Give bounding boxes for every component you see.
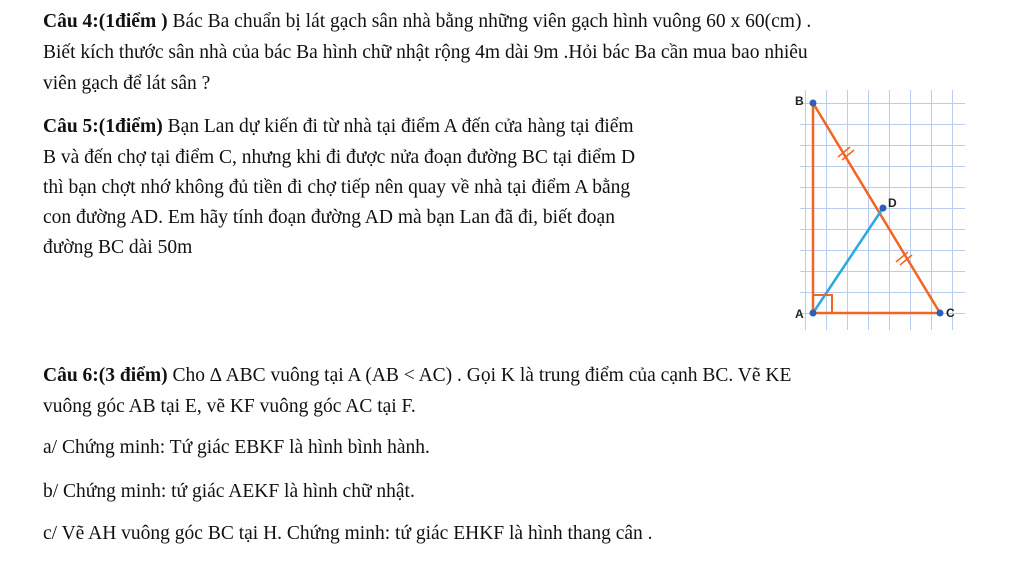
point-c — [937, 310, 944, 317]
label-c: C — [946, 306, 955, 320]
q4-line-2: Biết kích thước sân nhà của bác Ba hình chữ nhật rộng 4m dài 9m .Hỏi bác Ba cần mua bao nhiêu — [43, 42, 808, 63]
q5-line-1 — [43, 115, 634, 139]
q4-line-3: viên gạch để lát sân ? — [43, 73, 211, 94]
q6-text-1: Cho ∆ ABC vuông tại A (AB < AC) . Gọi K là trung điểm của cạnh BC. Vẽ KE — [167, 365, 792, 386]
q5-line-3: thì bạn chợt nhớ không đủ tiền đi chợ tiếp nên quay về nhà tại điểm A bằng — [43, 177, 631, 198]
q6-part-a: a/ Chứng minh: Tứ giác EBKF là hình bình hành. — [43, 437, 430, 458]
q5-heading: Câu 5:(1điểm) — [43, 116, 163, 137]
q6-heading: Câu 6:(3 điểm) — [43, 365, 168, 386]
q5-text-1: Bạn Lan dự kiến đi từ nhà tại điểm A đến cửa hàng tại điểm — [162, 116, 634, 137]
triangle-figure — [780, 85, 970, 335]
point-a — [810, 310, 817, 317]
label-b: B — [795, 94, 804, 108]
q4-text-1: Bác Ba chuẩn bị lát gạch sân nhà bằng những viên gạch hình vuông 60 x 60(cm) . — [167, 11, 812, 32]
q4-heading: Câu 4:(1điểm ) — [43, 11, 168, 32]
q5-line-4: con đường AD. Em hãy tính đoạn đường AD mà bạn Lan đã đi, biết đoạn — [43, 207, 615, 228]
q6-part-b: b/ Chứng minh: tứ giác AEKF là hình chữ nhật. — [43, 481, 415, 502]
q5-line-2: B và đến chợ tại điểm C, nhưng khi đi được nửa đoạn đường BC tại điểm D — [43, 147, 636, 168]
point-b — [810, 100, 817, 107]
label-d: D — [888, 196, 897, 210]
q6-part-c: c/ Vẽ AH vuông góc BC tại H. Chứng minh: tứ giác EHKF là hình thang cân . — [43, 523, 653, 544]
q6-line-2: vuông góc AB tại E, vẽ KF vuông góc AC tại F. — [43, 396, 416, 417]
q6-line-1 — [43, 364, 791, 388]
q4-line-1 — [43, 10, 811, 34]
q5-line-5: đường BC dài 50m — [43, 237, 193, 258]
point-d — [880, 205, 887, 212]
label-a: A — [795, 307, 804, 321]
